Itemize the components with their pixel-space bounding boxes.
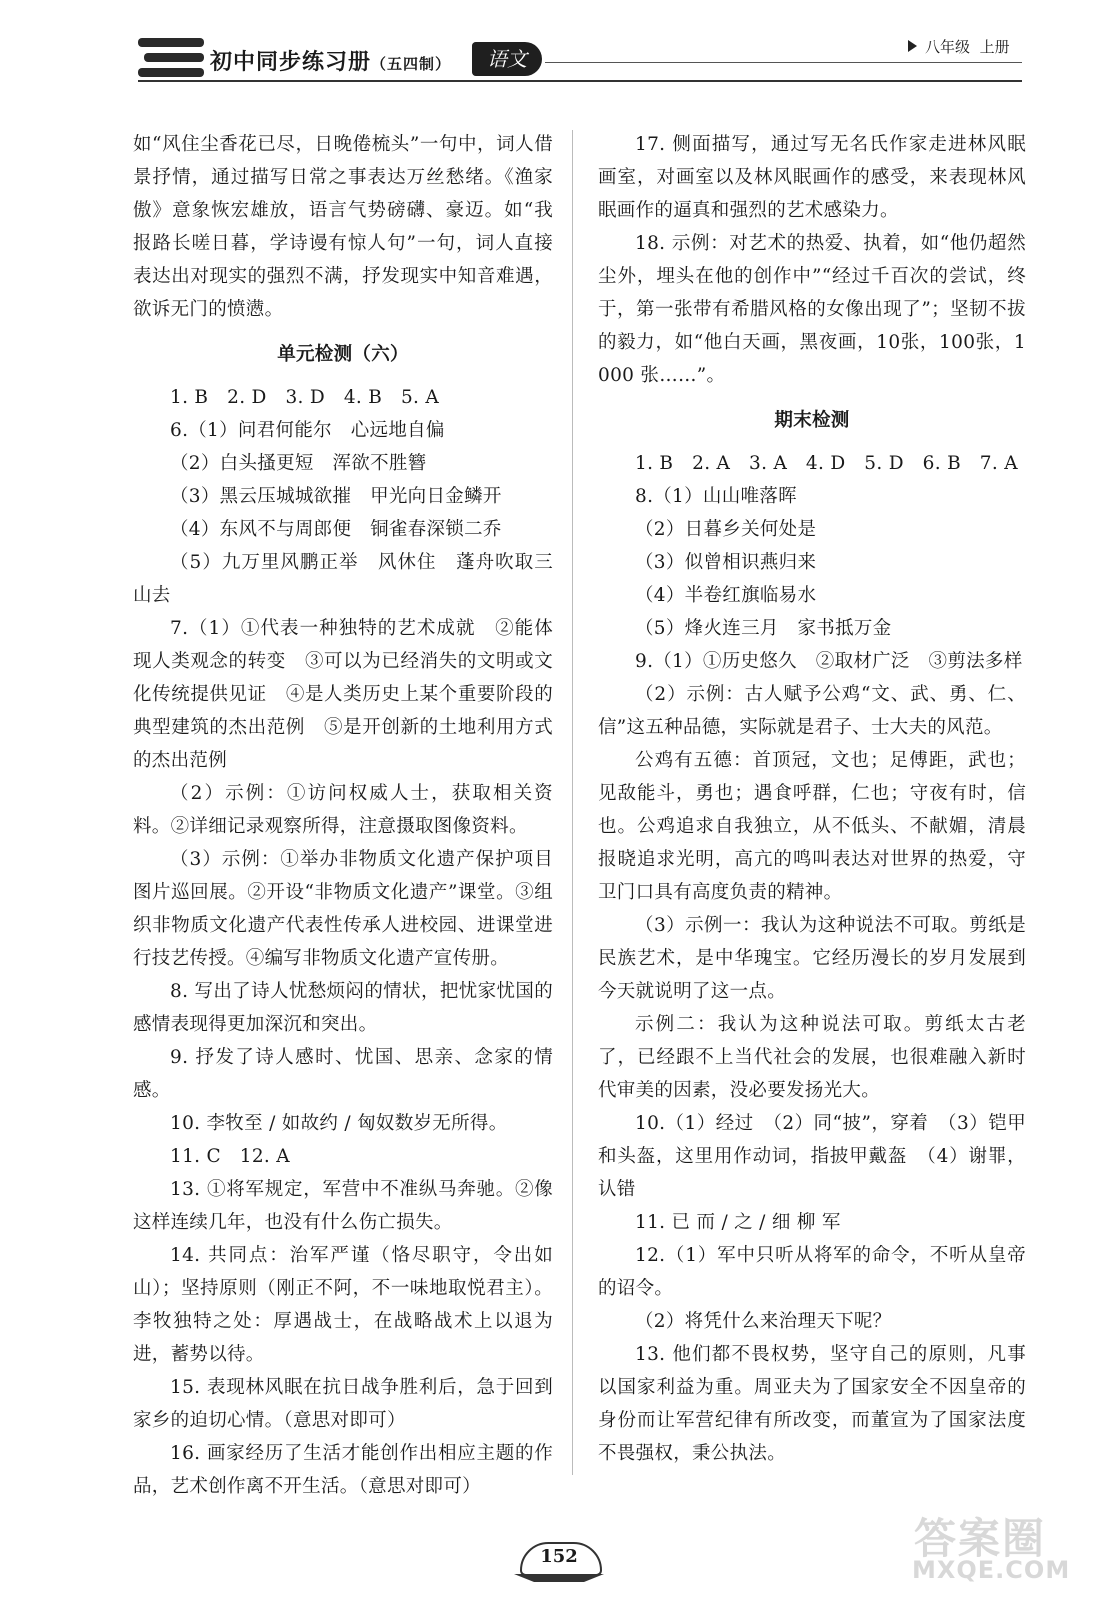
answer-paragraph: （3）似曾相识燕归来 [635,552,817,573]
answer-paragraph: 11. C 12. A [170,1146,290,1167]
answer-paragraph: 17. 侧面描写，通过写无名氏作家走进林风眠画室，对画室以及林风眠画作的感受，来表现林风眠画作的逼真和强烈的艺术感染力。 [598,134,1026,221]
answer-paragraph: （5）九万里风鹏正举 风休住 蓬舟吹取三山去 [133,552,553,606]
answer-paragraph: 公鸡有五德：首顶冠，文也；足傅距，武也；见敌能斗，勇也；遇食呼群，仁也；守夜有时，信也。公鸡追求自我独立，从不低头、不献媚，清晨报晓追求光明，高亢的鸣叫表达对世界的热爱，守卫门口具有高度负责的精神。 [598,750,1026,903]
books-logo-icon [138,36,204,80]
answer-paragraph: 10.（1）经过 （2）同“披”，穿着 （3）铠甲和头盔，这里用作动词，指披甲戴盔 （4）谢罪，认错 [598,1113,1026,1200]
answer-paragraph: （2）日暮乡关何处是 [635,519,817,540]
volume-text: 上册 [979,38,1010,56]
answer-paragraph: 16. 画家经历了生活才能创作出相应主题的作品，艺术创作离不开生活。（意思对即可） [133,1443,553,1497]
book-title-main: 初中同步练习册 [210,49,372,75]
header-rule-thin [545,62,1022,63]
book-title-edition: （五四制） [371,55,452,73]
answer-paragraph: 1. B 2. A 3. A 4. D 5. D 6. B 7. A [635,453,1018,474]
page-number-badge [514,1540,604,1584]
page-header [0,0,1112,90]
answer-paragraph: 14. 共同点：治军严谨（恪尽职守，令出如山）；坚持原则（刚正不阿，不一味地取悦君主）。李牧独特之处：厚遇战士，在战略战术上以退为进，蓄势以待。 [133,1245,553,1365]
answer-paragraph: 示例二：我认为这种说法可取。剪纸太古老了，已经跟不上当代社会的发展，也很难融入新时代审美的因素，没必要发扬光大。 [598,1014,1026,1101]
answer-paragraph: 9.（1）①历史悠久 ②取材广泛 ③剪法多样 [635,651,1023,672]
answer-paragraph: 18. 示例：对艺术的热爱、执着，如“他仍超然尘外，埋头在他的创作中”“经过千百次的尝试，终于，第一张带有希腊风格的女像出现了”；坚韧不拔的毅力，如“他白天画，黑夜画，10张，100张，1 000 张……”。 [598,233,1026,386]
answer-paragraph: （2）将凭什么来治理天下呢？ [635,1311,892,1332]
answer-paragraph: 10. 李牧至 / 如故约 / 匈奴数岁无所得。 [170,1113,508,1134]
answer-paragraph: （4）东风不与周郎便 铜雀春深锁二乔 [170,519,502,540]
answer-paragraph: 15. 表现林风眠在抗日战争胜利后，急于回到家乡的迫切心情。（意思对即可） [133,1377,553,1431]
answer-paragraph: 12.（1）军中只听从将军的命令，不听从皇帝的诏令。 [598,1245,1026,1299]
section-heading: 单元检测（六） [277,344,409,365]
watermark-text: 答案圈 [914,1514,1047,1563]
column-divider [572,130,573,1475]
answer-paragraph: 8. 写出了诗人忧愁烦闷的情状，把忧家忧国的感情表现得更加深沉和突出。 [133,981,553,1035]
answer-paragraph: 1. B 2. D 3. D 4. B 5. A [170,387,440,408]
answer-paragraph: 13. ①将军规定，军营中不准纵马奔驰。②像这样连续几年，也没有什么伤亡损失。 [133,1179,553,1233]
triangle-right-icon [908,40,917,52]
grade-text: 八年级 [925,38,971,56]
answer-paragraph: 8.（1）山山唯落晖 [635,486,797,507]
answer-paragraph: （3）黑云压城城欲摧 甲光向日金鳞开 [170,486,502,507]
answer-paragraph: （4）半卷红旗临易水 [635,585,817,606]
answer-paragraph: 9. 抒发了诗人感时、忧国、思亲、念家的情感。 [133,1047,553,1101]
answer-paragraph: 13. 他们都不畏权势，坚守自己的原则，凡事以国家利益为重。周亚夫为了国家安全不因皇帝的身份而让军营纪律有所改变，而董宣为了国家法度不畏强权，秉公执法。 [598,1344,1026,1464]
grade-label [908,36,1010,57]
subject-badge: 语文 [472,42,542,76]
answer-paragraph: （3）示例一：我认为这种说法不可取。剪纸是民族艺术，是中华瑰宝。它经历漫长的岁月发展到今天就说明了这一点。 [598,915,1026,1002]
answer-paragraph: 6.（1）问君何能尔 心远地自偏 [170,420,445,441]
answer-paragraph: 11. 已 而 / 之 / 细 柳 军 [635,1212,841,1233]
watermark [906,1506,1076,1586]
answer-paragraph: （2）示例：古人赋予公鸡“文、武、勇、仁、信”这五种品德，实际就是君子、士大夫的风范。 [598,684,1026,738]
right-column [598,128,1026,1470]
answer-paragraph: 如“风住尘香花已尽，日晚倦梳头”一句中，词人借景抒情，通过描写日常之事表达万丝愁绪。《渔家傲》意象恢宏雄放，语言气势磅礴、豪迈。如“我报路长嗟日暮，学诗谩有惊人句”一句，词人直接表达出对现实的强烈不满，抒发现实中知音难遇，欲诉无门的愤懑。 [133,134,553,320]
answer-paragraph: （5）烽火连三月 家书抵万金 [635,618,892,639]
answer-paragraph: （3）示例：①举办非物质文化遗产保护项目图片巡回展。②开设“非物质文化遗产”课堂。③组织非物质文化遗产代表性传承人进校园、进课堂进行技艺传授。④编写非物质文化遗产宣传册。 [133,849,553,969]
answer-paragraph: 7.（1）①代表一种独特的艺术成就 ②能体现人类观念的转变 ③可以为已经消失的文明或文化传统提供见证 ④是人类历史上某个重要阶段的典型建筑的杰出范例 ⑤是开创新的土地利用方式的杰出范例 [133,618,553,771]
answer-paragraph: （2）示例：①访问权威人士，获取相关资料。②详细记录观察所得，注意摄取图像资料。 [133,783,553,837]
left-column [133,128,553,1503]
answer-paragraph: （2）白头搔更短 浑欲不胜簪 [170,453,427,474]
page-number: 152 [540,1546,578,1567]
book-title [210,45,451,76]
section-heading: 期末检测 [774,410,850,431]
watermark-url: MXQE.COM [912,1556,1071,1584]
mortarboard-base-icon [514,1574,604,1582]
header-rule [138,80,1022,82]
